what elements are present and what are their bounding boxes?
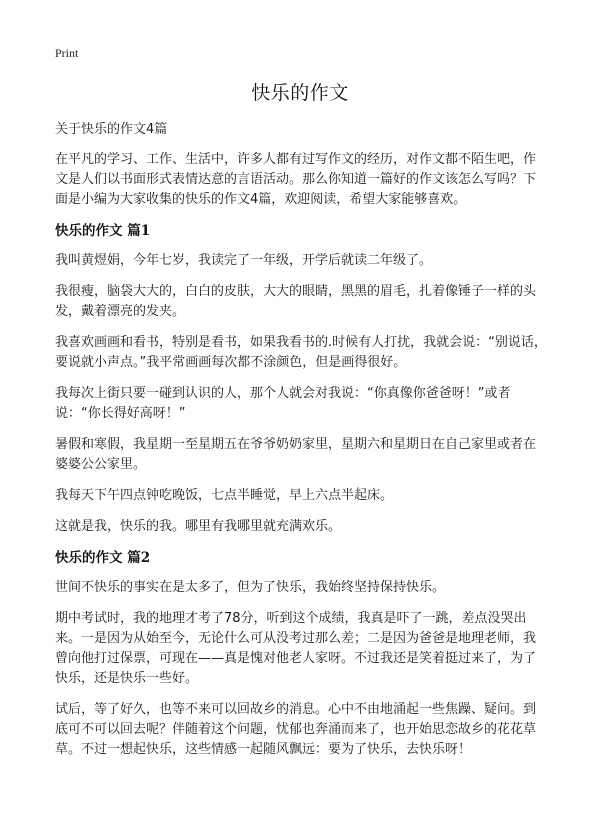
article-subtitle: 关于快乐的作文4篇 — [55, 122, 168, 137]
document-body — [55, 120, 548, 771]
section-1-paragraph: 我每天下午四点钟吃晚饭，七点半睡觉，早上六点半起床。 — [55, 488, 394, 503]
section-heading-1: 快乐的作文 篇1 — [55, 223, 151, 239]
section-2-paragraph: 期中考试时，我的地理才考了78分，听到这个成绩，我真是吓了一跳，差点没哭出来。一是因为从始至今，无论什么可从没考过那么差；二是因为爸爸是地理老师，我曾向他打过保票，可现在——真是愧对他老人家呀。不过我还是笑着挺过来了，为了快乐，还是快乐一些好。 — [55, 611, 537, 686]
section-2-paragraph: 试后，等了好久，也等不来可以回故乡的消息。心中不由地涌起一些焦躁、疑问。到底可不可以回去呢？伴随着这个问题，忧郁也奔涌而来了，也开始思恋故乡的花花草草。不过一想起快乐，这些情感一起随风飘远：要为了快乐，去快乐呀！ — [55, 702, 537, 757]
section-1-paragraph: 我叫黄煜娟，今年七岁，我读完了一年级，开学后就读二年级了。 — [55, 253, 433, 268]
section-1-paragraph: 我喜欢画画和看书，特别是看书，如果我看书的.时候有人打扰，我就会说：“别说话，要说就小声点。”我平常画画每次都不涂颜色，但是画得很好。 — [55, 335, 547, 370]
section-heading-2: 快乐的作文 篇2 — [55, 550, 151, 566]
section-2-paragraph: 世间不快乐的事实在是太多了，但为了快乐，我始终坚持保持快乐。 — [55, 580, 446, 595]
intro-paragraph: 在平凡的学习、工作、生活中，许多人都有过写作文的经历，对作文都不陌生吧，作文是人们以书面形式表情达意的言语活动。那么你知道一篇好的作文该怎么写吗？下面是小编为大家收集的快乐的作文4篇，欢迎阅读，希望大家能够喜欢。 — [55, 152, 537, 207]
section-1-paragraph: 我每次上街只要一碰到认识的人，那个人就会对我说：“你真像你爸爸呀！”或者说：“你长得好高呀！” — [55, 386, 511, 421]
document-title: 快乐的作文 — [251, 82, 349, 104]
section-1-paragraph: 暑假和寒假，我星期一至星期五在爷爷奶奶家里，星期六和星期日在自己家里或者在婆婆公公家里。 — [55, 437, 537, 472]
section-1-paragraph: 这就是我，快乐的我。哪里有我哪里就充满欢乐。 — [55, 519, 342, 534]
print-link[interactable]: Print — [55, 46, 79, 60]
section-1-paragraph: 我很瘦，脑袋大大的，白白的皮肤，大大的眼睛，黑黑的眉毛，扎着像锤子一样的头发，戴着漂亮的发夹。 — [55, 284, 537, 319]
